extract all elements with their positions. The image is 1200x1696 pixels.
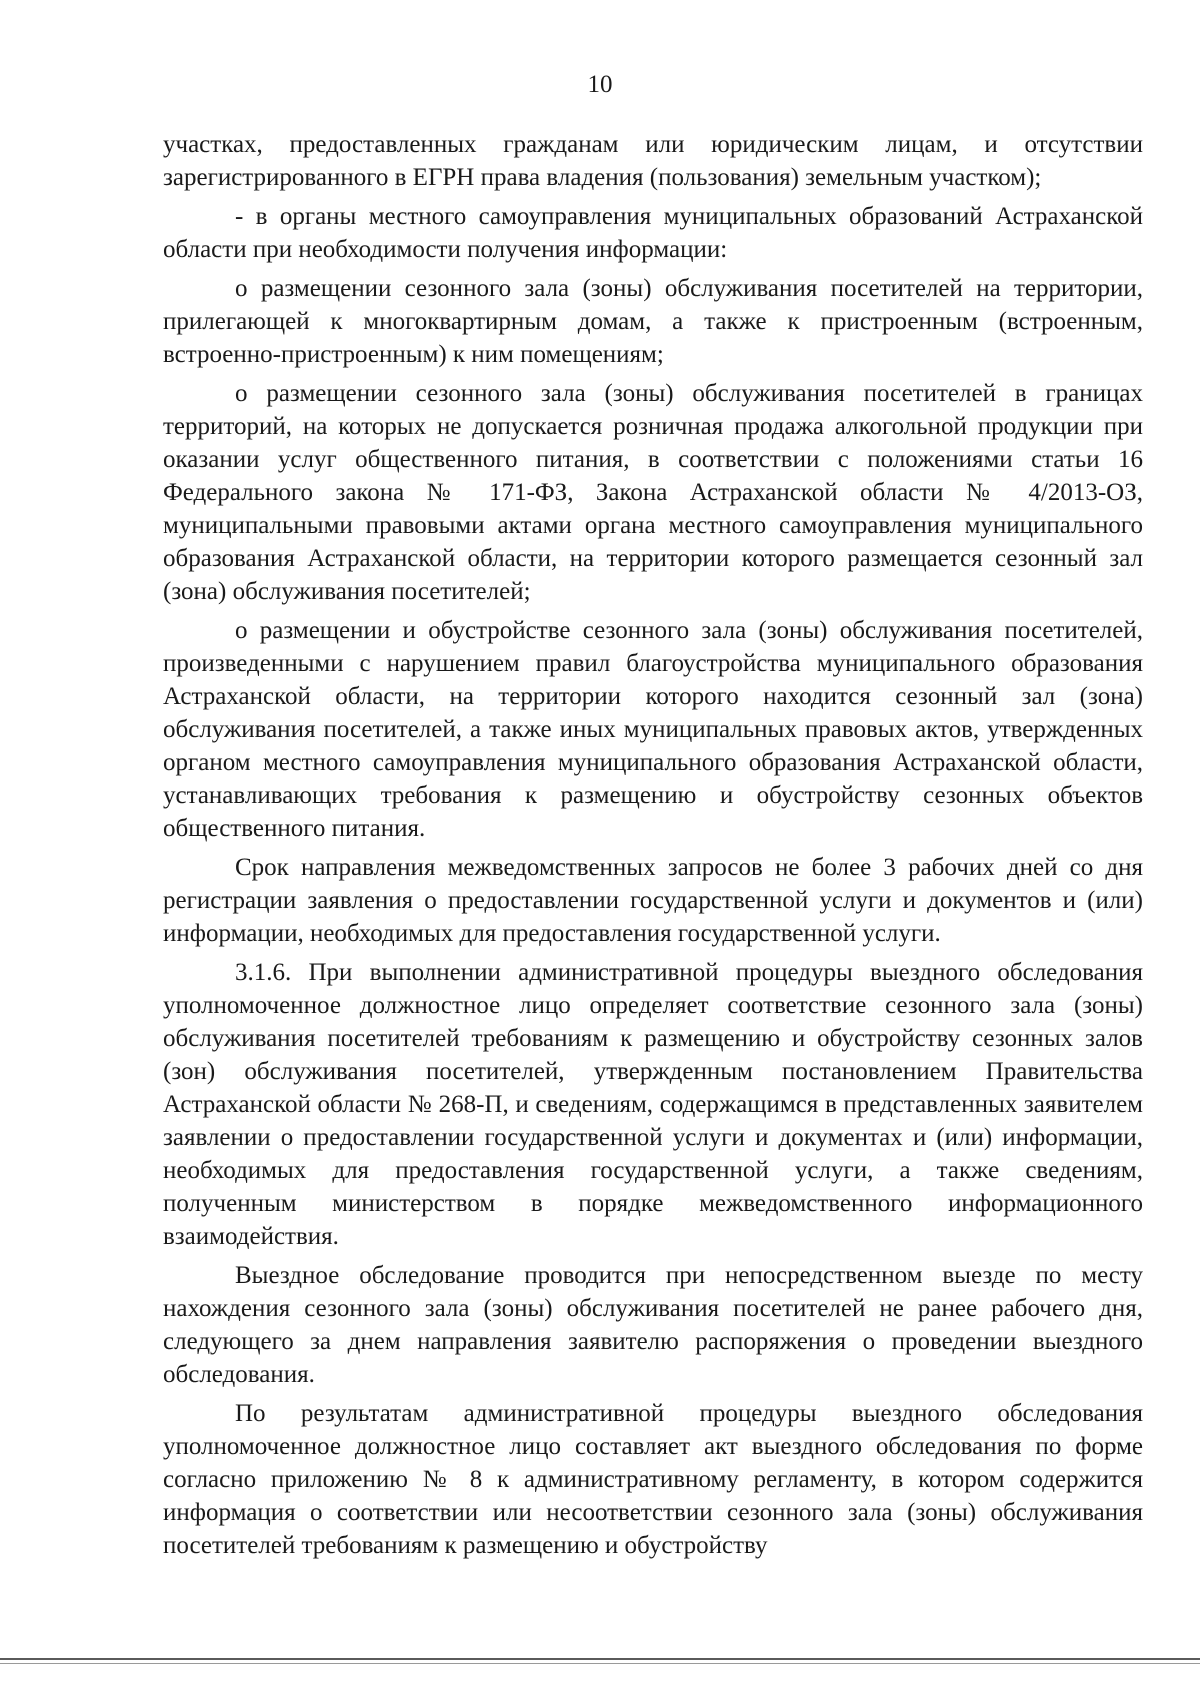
page-number: 10 bbox=[587, 71, 613, 98]
paragraph-section-3-1-6: 3.1.6. При выполнении административной процедуры выездного обследования уполномоченное должностное лицо определяет соответствие сезонного зала (зоны) обслуживания посетителей требованиям к размещению и обустройству сезонных залов (зон) обслуживания посетителей, утвержденным постановлением Правительства Астраханской области № 268-П, и сведениям, содержащимся в представленных заявителем заявлении о предоставлении государственной услуги и документах и (или) информации, необходимых для предоставления государственной услуги, а также сведениям, полученным министерством в порядке межведомственного информационного взаимодействия. bbox=[163, 959, 1143, 1250]
paragraph-local-authorities: - в органы местного самоуправления муниципальных образований Астраханской области при необходимости получения информации: bbox=[163, 203, 1143, 263]
scan-bottom-edge bbox=[0, 1658, 1200, 1660]
paragraph-field-inspection: Выездное обследование проводится при непосредственном выезде по месту нахождения сезонного зала (зоны) обслуживания посетителей не ранее рабочего дня, следующего за днем направления заявителю распоряжения о проведении выездного обследования. bbox=[163, 1262, 1143, 1388]
paragraph-improvement-rules: о размещении и обустройстве сезонного зала (зоны) обслуживания посетителей, произведенными с нарушением правил благоустройства муниципального образования Астраханской области, на территории которого находится сезонный зал (зона) обслуживания посетителей, а также иных муниципальных правовых актов, утвержденных органом местного самоуправления муниципального образования Астраханской области, устанавливающих требования к размещению и обустройству сезонных объектов общественного питания. bbox=[163, 617, 1143, 842]
paragraph-alcohol-restrictions: о размещении сезонного зала (зоны) обслуживания посетителей в границах территорий, на которых не допускается розничная продажа алкогольной продукции при оказании услуг общественного питания, в соответствии с положениями статьи 16 Федерального закона № 171-ФЗ, Закона Астраханской области № 4/2013-ОЗ, муниципальными правовыми актами органа местного самоуправления муниципального образования Астраханской области, на территории которого размещается сезонный зал (зона) обслуживания посетителей; bbox=[163, 380, 1143, 605]
scan-bottom-edge-shadow bbox=[0, 1663, 1200, 1664]
paragraph-request-deadline: Срок направления межведомственных запросов не более 3 рабочих дней со дня регистрации заявления о предоставлении государственной услуги и документов и (или) информации, необходимых для предоставления государственной услуги. bbox=[163, 854, 1143, 947]
document-body bbox=[163, 128, 1143, 1568]
paragraph-territory-apartment-buildings: о размещении сезонного зала (зоны) обслуживания посетителей на территории, прилегающей к многоквартирным домам, а также к пристроенным (встроенным, встроенно-пристроенным) к ним помещениям; bbox=[163, 275, 1143, 368]
paragraph-continuation: участках, предоставленных гражданам или юридическим лицам, и отсутствии зарегистрированного в ЕГРН права владения (пользования) земельным участком); bbox=[163, 131, 1143, 191]
paragraph-inspection-results: По результатам административной процедуры выездного обследования уполномоченное должностное лицо составляет акт выездного обследования по форме согласно приложению № 8 к административному регламенту, в котором содержится информация о соответствии или несоответствии сезонного зала (зоны) обслуживания посетителей требованиям к размещению и обустройству bbox=[163, 1400, 1143, 1559]
